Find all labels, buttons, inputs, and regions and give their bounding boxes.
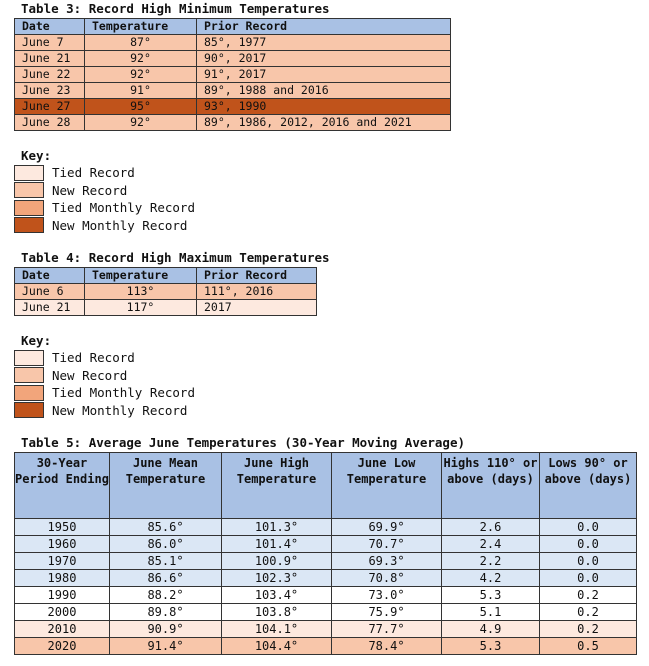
key-item [14, 402, 195, 420]
table-row [15, 67, 451, 83]
temperature-cell: 87° [85, 35, 197, 51]
key-item [14, 199, 195, 217]
column-header-lows-90: Lows 90° or above (days) [540, 453, 637, 519]
table-row [15, 83, 451, 99]
prior-record-cell: 85°, 1977 [197, 35, 451, 51]
table-5-title: Table 5: Average June Temperatures (30-Year Moving Average) [21, 435, 466, 450]
period-cell: 1960 [15, 536, 110, 553]
key-swatch [14, 200, 44, 216]
key-item [14, 349, 195, 367]
mean-cell: 91.4° [110, 638, 222, 655]
key-item [14, 217, 195, 235]
key-label: Tied Record [52, 165, 135, 181]
table-5-header-row [15, 453, 637, 519]
prior-record-cell: 93°, 1990 [197, 99, 451, 115]
low-cell: 70.7° [332, 536, 442, 553]
table-row [15, 300, 317, 316]
table-row [15, 570, 637, 587]
high-cell: 104.1° [222, 621, 332, 638]
prior-record-cell: 91°, 2017 [197, 67, 451, 83]
high-cell: 101.4° [222, 536, 332, 553]
period-cell: 1950 [15, 519, 110, 536]
table-5 [14, 452, 637, 655]
key-swatch [14, 385, 44, 401]
highs-110-cell: 5.3 [442, 587, 540, 604]
table-3-header-row [15, 19, 451, 35]
table-row [15, 51, 451, 67]
prior-record-cell: 89°, 1988 and 2016 [197, 83, 451, 99]
table-row [15, 536, 637, 553]
key-item [14, 182, 195, 200]
key-label: New Record [52, 367, 128, 383]
key-item [14, 367, 195, 385]
low-cell: 73.0° [332, 587, 442, 604]
period-cell: 1980 [15, 570, 110, 587]
prior-record-cell: 2017 [197, 300, 317, 316]
column-header-highs-110: Highs 110° or above (days) [442, 453, 540, 519]
low-cell: 75.9° [332, 604, 442, 621]
date-cell: June 28 [15, 115, 85, 131]
low-cell: 70.8° [332, 570, 442, 587]
temperature-cell: 117° [85, 300, 197, 316]
mean-cell: 88.2° [110, 587, 222, 604]
key-title: Key: [21, 148, 52, 163]
key-label: Tied Monthly Record [52, 385, 195, 401]
key-swatch [14, 182, 44, 198]
date-cell: June 22 [15, 67, 85, 83]
date-cell: June 21 [15, 300, 85, 316]
key-swatch [14, 350, 44, 366]
high-cell: 102.3° [222, 570, 332, 587]
temperature-cell: 113° [85, 284, 197, 300]
table-row [15, 99, 451, 115]
temperature-cell: 92° [85, 67, 197, 83]
mean-cell: 90.9° [110, 621, 222, 638]
mean-cell: 86.0° [110, 536, 222, 553]
column-header-low: June Low Temperature [332, 453, 442, 519]
low-cell: 69.9° [332, 519, 442, 536]
low-cell: 69.3° [332, 553, 442, 570]
key-title: Key: [21, 333, 52, 348]
highs-110-cell: 2.6 [442, 519, 540, 536]
lows-90-cell: 0.5 [540, 638, 637, 655]
date-cell: June 21 [15, 51, 85, 67]
table-row [15, 587, 637, 604]
key-label: New Monthly Record [52, 217, 188, 233]
key-swatch [14, 217, 44, 233]
table-row [15, 604, 637, 621]
key-1-items [14, 164, 195, 234]
lows-90-cell: 0.2 [540, 587, 637, 604]
key-2-items [14, 349, 195, 419]
column-header-mean: June Mean Temperature [110, 453, 222, 519]
lows-90-cell: 0.0 [540, 553, 637, 570]
table-row [15, 35, 451, 51]
column-header-prior-record: Prior Record [197, 19, 451, 35]
period-cell: 2000 [15, 604, 110, 621]
table-3-title: Table 3: Record High Minimum Temperatures [21, 1, 330, 16]
prior-record-cell: 89°, 1986, 2012, 2016 and 2021 [197, 115, 451, 131]
key-label: New Monthly Record [52, 402, 188, 418]
highs-110-cell: 4.9 [442, 621, 540, 638]
prior-record-cell: 90°, 2017 [197, 51, 451, 67]
temperature-cell: 95° [85, 99, 197, 115]
table-row [15, 621, 637, 638]
table-4 [14, 267, 317, 316]
column-header-period: 30-Year Period Ending [15, 453, 110, 519]
mean-cell: 85.6° [110, 519, 222, 536]
date-cell: June 23 [15, 83, 85, 99]
period-cell: 1970 [15, 553, 110, 570]
high-cell: 100.9° [222, 553, 332, 570]
high-cell: 101.3° [222, 519, 332, 536]
column-header-prior-record: Prior Record [197, 268, 317, 284]
mean-cell: 85.1° [110, 553, 222, 570]
lows-90-cell: 0.0 [540, 519, 637, 536]
lows-90-cell: 0.2 [540, 621, 637, 638]
high-cell: 103.4° [222, 587, 332, 604]
date-cell: June 27 [15, 99, 85, 115]
table-4-header-row [15, 268, 317, 284]
key-swatch [14, 367, 44, 383]
column-header-date: Date [15, 268, 85, 284]
key-item [14, 384, 195, 402]
key-item [14, 164, 195, 182]
table-row [15, 115, 451, 131]
table-row [15, 519, 637, 536]
lows-90-cell: 0.0 [540, 536, 637, 553]
key-1 [21, 149, 51, 163]
date-cell: June 7 [15, 35, 85, 51]
lows-90-cell: 0.2 [540, 604, 637, 621]
highs-110-cell: 5.1 [442, 604, 540, 621]
table-row [15, 284, 317, 300]
highs-110-cell: 2.4 [442, 536, 540, 553]
lows-90-cell: 0.0 [540, 570, 637, 587]
temperature-cell: 92° [85, 51, 197, 67]
key-label: Tied Monthly Record [52, 200, 195, 216]
prior-record-cell: 111°, 2016 [197, 284, 317, 300]
table-row [15, 638, 637, 655]
column-header-temperature: Temperature [85, 268, 197, 284]
highs-110-cell: 2.2 [442, 553, 540, 570]
high-cell: 103.8° [222, 604, 332, 621]
highs-110-cell: 4.2 [442, 570, 540, 587]
period-cell: 2020 [15, 638, 110, 655]
table-4-title: Table 4: Record High Maximum Temperatures [21, 250, 330, 265]
key-swatch [14, 165, 44, 181]
table-row [15, 553, 637, 570]
low-cell: 78.4° [332, 638, 442, 655]
table-3 [14, 18, 451, 131]
key-2 [21, 334, 51, 348]
date-cell: June 6 [15, 284, 85, 300]
temperature-cell: 92° [85, 115, 197, 131]
temperature-cell: 91° [85, 83, 197, 99]
mean-cell: 86.6° [110, 570, 222, 587]
column-header-high: June High Temperature [222, 453, 332, 519]
period-cell: 1990 [15, 587, 110, 604]
period-cell: 2010 [15, 621, 110, 638]
key-swatch [14, 402, 44, 418]
column-header-date: Date [15, 19, 85, 35]
mean-cell: 89.8° [110, 604, 222, 621]
key-label: Tied Record [52, 350, 135, 366]
column-header-temperature: Temperature [85, 19, 197, 35]
high-cell: 104.4° [222, 638, 332, 655]
highs-110-cell: 5.3 [442, 638, 540, 655]
key-label: New Record [52, 182, 128, 198]
low-cell: 77.7° [332, 621, 442, 638]
